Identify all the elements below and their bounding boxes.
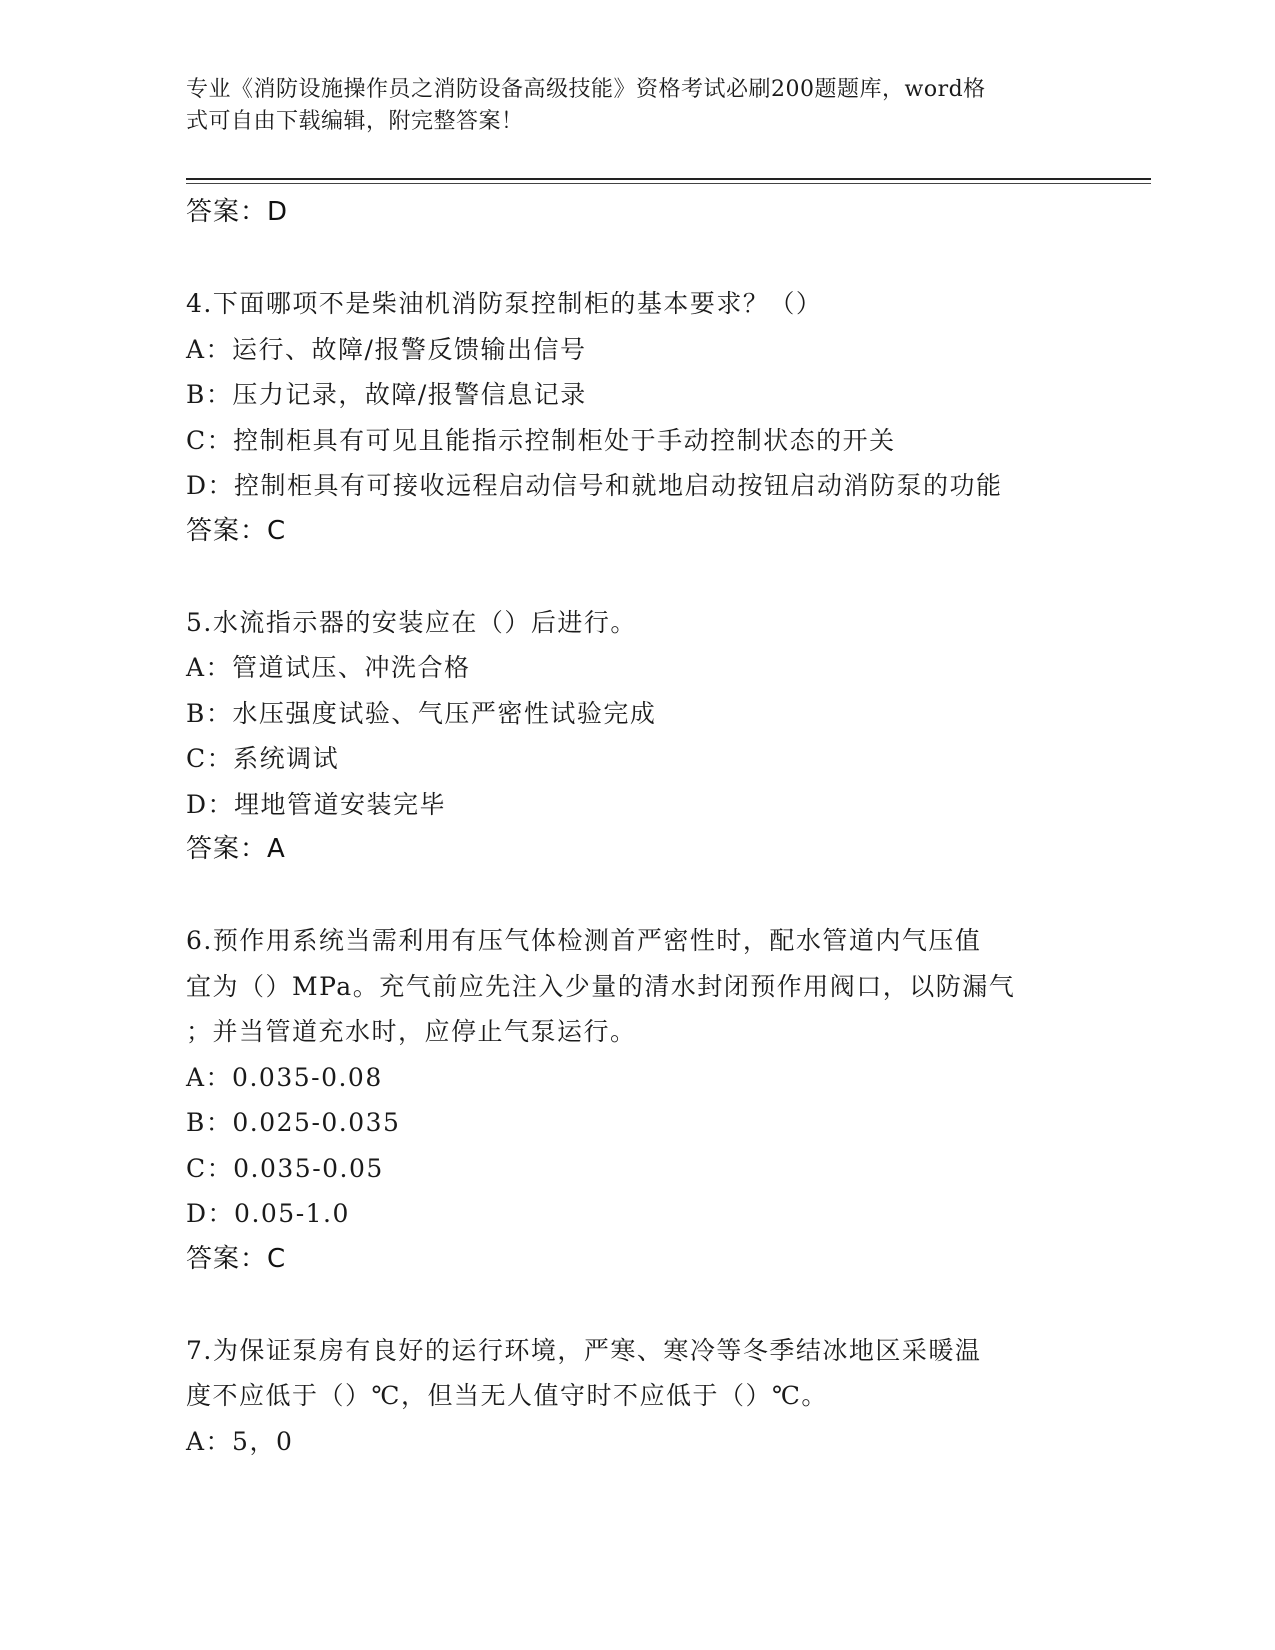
question-text: ；并当管道充水时，应停止气泵运行。 — [186, 1017, 637, 1046]
answer-line: 答案：C — [186, 515, 287, 546]
answer-line: 答案：D — [186, 197, 289, 227]
question-text: 度不应低于（）℃，但当无人值守时不应低于（）℃。 — [186, 1381, 828, 1410]
question-text: 7.为保证泵房有良好的运行环境，严寒、寒冷等冬季结冰地区采暖温 — [186, 1335, 982, 1365]
option-b: B：压力记录，故障/报警信息记录 — [186, 380, 587, 409]
option-a: A：运行、故障/报警反馈输出信号 — [186, 334, 587, 364]
option-d: D：0.05-1.0 — [186, 1199, 350, 1228]
answer-line: 答案：A — [186, 834, 286, 864]
option-d: D：控制柜具有可接收远程启动信号和就地启动按钮启动消防泵的功能 — [186, 471, 1003, 500]
document-header — [186, 74, 1066, 138]
question-text: 4.下面哪项不是柴油机消防泵控制柜的基本要求？（） — [186, 289, 823, 318]
option-c: C：0.035-0.05 — [186, 1153, 384, 1183]
option-b: B：0.025-0.035 — [186, 1108, 401, 1137]
question-block — [186, 1328, 1086, 1465]
question-block — [186, 281, 1086, 554]
spacer — [186, 554, 1086, 600]
spacer — [186, 1282, 1086, 1328]
question-block — [186, 600, 1086, 873]
question-text: 宜为（）MPa。充气前应先注入少量的清水封闭预作用阀口，以防漏气 — [186, 971, 1016, 1001]
option-c: C：系统调试 — [186, 744, 340, 773]
question-block — [186, 918, 1086, 1282]
option-b: B：水压强度试验、气压严密性试验完成 — [186, 698, 657, 728]
question-text: 6.预作用系统当需利用有压气体检测首严密性时，配水管道内气压值 — [186, 926, 982, 955]
spacer — [186, 873, 1086, 919]
option-a: A：管道试压、冲洗合格 — [186, 653, 471, 682]
question-list — [186, 190, 1086, 1464]
spacer — [186, 236, 1086, 282]
option-a: A：5，0 — [186, 1426, 294, 1456]
option-d: D：埋地管道安装完毕 — [186, 789, 447, 819]
header-line-1: 专业《消防设施操作员之消防设备高级技能》资格考试必刷200题题库，word格 — [186, 77, 986, 102]
question-text: 5.水流指示器的安装应在（）后进行。 — [186, 607, 637, 637]
header-divider-thin — [186, 183, 1151, 184]
header-divider-thick — [186, 178, 1151, 180]
answer-line: 答案：C — [186, 1243, 287, 1274]
header-line-2: 式可自由下载编辑，附完整答案！ — [186, 109, 524, 134]
option-c: C：控制柜具有可见且能指示控制柜处于手动控制状态的开关 — [186, 425, 896, 455]
option-a: A：0.035-0.08 — [186, 1062, 383, 1092]
